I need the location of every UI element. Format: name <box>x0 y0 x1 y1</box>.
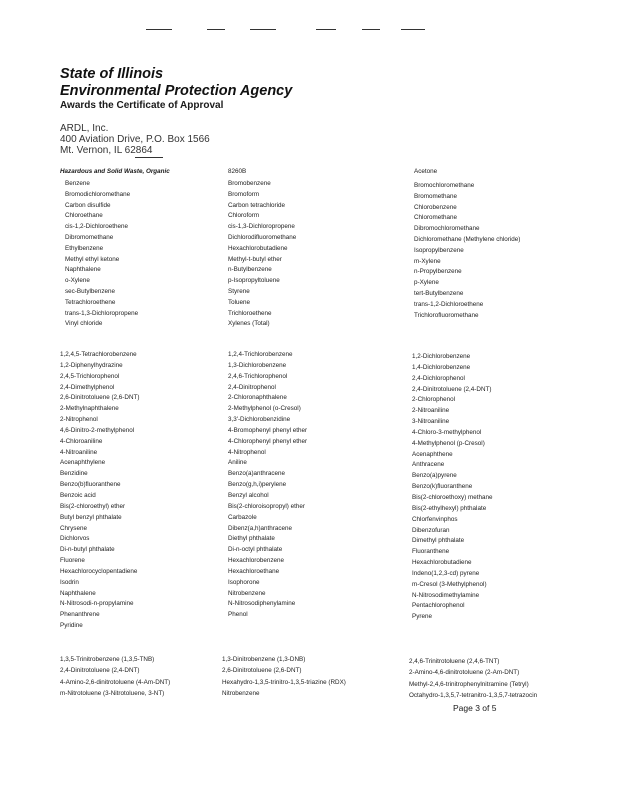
analyte: Carbazole <box>228 513 257 521</box>
analyte: Diethyl phthalate <box>228 535 275 543</box>
analyte: Dibenzofuran <box>412 526 450 534</box>
analyte: Methyl ethyl ketone <box>65 255 120 263</box>
analyte-column <box>414 181 520 321</box>
analyte: Hexachloroethane <box>228 567 280 575</box>
analyte: 1,2-Dichlorobenzene <box>412 353 471 360</box>
analyte: trans-1,2-Dichloroethene <box>414 300 484 308</box>
analyte: 4-Chlorophenyl phenyl ether <box>228 437 308 445</box>
page-title-state: State of Illinois <box>60 66 164 82</box>
analyte: Pentachlorophenol <box>412 602 465 610</box>
analyte: Isodrin <box>60 578 79 586</box>
analyte: m-Nitrotoluene (3-Nitrotoluene, 3-NT) <box>60 689 165 697</box>
analyte: Benzoic acid <box>60 491 96 499</box>
analyte: n-Propylbenzene <box>414 268 462 276</box>
analyte: Nitrobenzene <box>222 689 260 697</box>
analyte: 1,2,4-Trichlorobenzene <box>228 351 293 358</box>
analyte-column <box>412 352 493 623</box>
analyte: Tetrachloroethene <box>65 298 116 306</box>
analyte-column <box>60 654 170 699</box>
analyte: Dichloromethane (Methylene chloride) <box>414 235 521 243</box>
analyte: Naphthalene <box>65 266 101 274</box>
analyte-column <box>60 350 139 632</box>
analyte: Octahydro-1,3,5,7-tetranitro-1,3,5,7-tetrazocin <box>409 691 538 699</box>
analyte: Trichloroethene <box>228 309 272 317</box>
analyte: 4-Chloro-3-methylphenol <box>412 428 482 436</box>
analyte: Acenaphthene <box>412 450 453 458</box>
analyte: 4-Bromophenyl phenyl ether <box>228 426 308 434</box>
analyte-column <box>228 350 307 621</box>
analyte: 4-Nitroaniline <box>60 448 98 456</box>
analyte: Methyl-t-butyl ether <box>228 255 282 263</box>
analyte: Chloroform <box>228 212 260 220</box>
analyte: Dichlorodifluoromethane <box>228 233 297 241</box>
analyte: Bis(2-ethylhexyl) phthalate <box>412 504 487 512</box>
analyte: Bromobenzene <box>228 180 271 187</box>
analyte: sec-Butylbenzene <box>65 287 116 295</box>
analyte: Xylenes (Total) <box>228 320 270 328</box>
analyte: Trichlorofluoromethane <box>414 311 479 319</box>
first-analyte: Acetone <box>414 168 438 175</box>
analyte: 3,3'-Dichlorobenzidine <box>228 416 291 424</box>
analyte: 2-Nitroaniline <box>412 407 450 415</box>
analyte-column <box>409 656 537 701</box>
analyte: Pyrene <box>412 613 432 621</box>
analyte: Hexahydro-1,3,5-trinitro-1,3,5-triazine (RDX) <box>222 678 346 686</box>
analyte: Benzyl alcohol <box>228 491 269 499</box>
analyte: 4-Amino-2,6-dinitrotoluene (4-Am-DNT) <box>60 678 171 686</box>
top-scan-marks <box>0 29 618 33</box>
analyte: 4-Nitrophenol <box>228 448 266 456</box>
analyte: Chlorfenvinphos <box>412 515 458 523</box>
analyte: n-Butylbenzene <box>228 266 272 274</box>
analyte: Dibromochloromethane <box>414 225 480 233</box>
analyte: p-Isopropyltoluene <box>228 277 280 285</box>
analyte: 2-Nitrophenol <box>60 416 98 424</box>
analyte: 2-Amino-4,6-dinitrotoluene (2-Am-DNT) <box>409 669 520 677</box>
zip-underline <box>135 157 163 158</box>
analyte: Phenol <box>228 611 248 619</box>
analyte: Isophorone <box>228 578 260 586</box>
certificate-subtitle: Awards the Certificate of Approval <box>60 100 224 111</box>
analyte: Acenaphthylene <box>60 459 106 467</box>
lab-city: Mt. Vernon, IL 62864 <box>60 145 153 156</box>
analyte: Hexachlorobutadiene <box>228 244 288 252</box>
analyte: Di-n-butyl phthalate <box>60 546 115 554</box>
analyte: Pyridine <box>60 622 83 630</box>
analyte: Bromoform <box>228 190 260 198</box>
analyte: 2-Methylnaphthalene <box>60 405 119 413</box>
analyte: Benzo(b)fluoranthene <box>60 481 121 489</box>
analyte: 2,4,5-Trichlorophenol <box>60 372 120 380</box>
analyte-column <box>65 179 138 330</box>
analyte: p-Xylene <box>414 279 439 287</box>
analyte: Ethylbenzene <box>65 244 104 252</box>
analyte: Indeno(1,2,3-cd) pyrene <box>412 569 480 577</box>
analyte: Fluoranthene <box>412 548 450 556</box>
analyte: Butyl benzyl phthalate <box>60 513 122 521</box>
analyte: o-Xylene <box>65 277 90 285</box>
analyte: 2-Chlorophenol <box>412 396 456 404</box>
lab-name: ARDL, Inc. <box>60 123 109 134</box>
method-header: 8260B <box>228 168 247 175</box>
analyte: 4-Chloroaniline <box>60 437 103 445</box>
analyte: 1,2,4,5-Tetrachlorobenzene <box>60 351 137 358</box>
analyte: Nitrobenzene <box>228 589 266 597</box>
analyte: Chloromethane <box>414 214 458 222</box>
analyte: m-Xylene <box>414 257 441 265</box>
analyte: Methyl-2,4,6-trinitrophenylnitramine (Tetryl) <box>409 680 529 688</box>
analyte: Benzo(g,h,i)perylene <box>228 481 287 489</box>
analyte: m-Cresol (3-Methylphenol) <box>412 580 487 588</box>
analyte: 2,4-Dinitrotoluene (2,4-DNT) <box>412 385 492 393</box>
analyte: 2,4,6-Trinitrotoluene (2,4,6-TNT) <box>409 658 500 665</box>
analyte: 2,4-Dinitrotoluene (2,4-DNT) <box>60 667 140 675</box>
analyte: Chloroethane <box>65 212 103 220</box>
analyte: 1,2-Diphenylhydrazine <box>60 361 123 369</box>
analyte: Bromochloromethane <box>414 182 475 189</box>
matrix-header: Hazardous and Solid Waste, Organic <box>60 168 170 175</box>
analyte: Carbon disulfide <box>65 201 111 209</box>
analyte: cis-1,2-Dichloroethene <box>65 223 128 231</box>
analyte: 4,6-Dinitro-2-methylphenol <box>60 426 135 434</box>
analyte: 2,4-Dimethylphenol <box>60 383 115 391</box>
analyte: Anthracene <box>412 461 445 469</box>
analyte: Vinyl chloride <box>65 320 103 328</box>
analyte: Hexachlorobenzene <box>228 557 285 565</box>
analyte: 2,4-Dichlorophenol <box>412 374 465 382</box>
analyte: Fluorene <box>60 557 85 565</box>
analyte: Benzo(a)pyrene <box>412 472 457 480</box>
analyte: 1,3-Dichlorobenzene <box>228 361 287 369</box>
analyte: 1,3-Dinitrobenzene (1,3-DNB) <box>222 656 306 663</box>
analyte: Bis(2-chloroisopropyl) ether <box>228 502 305 510</box>
analyte: 2,6-Dinitrotoluene (2,6-DNT) <box>222 667 302 675</box>
analyte: N-Nitrosodi-n-propylamine <box>60 600 134 608</box>
analyte: N-Nitrosodiphenylamine <box>228 600 296 608</box>
analyte: trans-1,3-Dichloropropene <box>65 309 139 317</box>
analyte: Dibenz(a,h)anthracene <box>228 524 293 532</box>
analyte: 1,3,5-Trinitrobenzene (1,3,5-TNB) <box>60 656 155 663</box>
analyte: 2,4,6-Trichlorophenol <box>228 372 288 380</box>
analyte: Benzidine <box>60 470 88 478</box>
analyte: Benzo(a)anthracene <box>228 470 286 478</box>
analyte: Bis(2-chloroethyl) ether <box>60 502 126 510</box>
analyte-column <box>228 179 296 330</box>
page-title-agency: Environmental Protection Agency <box>60 83 293 99</box>
analyte: 4-Methylphenol (p-Cresol) <box>412 439 485 447</box>
analyte: 2-Chloronaphthalene <box>228 394 287 402</box>
analyte: Bromodichloromethane <box>65 190 131 198</box>
page-number: Page 3 of 5 <box>453 703 497 713</box>
analyte: tert-Butylbenzene <box>414 289 464 297</box>
analyte: Bis(2-chloroethoxy) methane <box>412 493 493 501</box>
analyte: Dichlorvos <box>60 535 90 543</box>
analyte: Naphthalene <box>60 589 96 597</box>
lab-street: 400 Aviation Drive, P.O. Box 1566 <box>60 134 210 145</box>
analyte: 3-Nitroaniline <box>412 418 450 426</box>
analyte: Isopropylbenzene <box>414 246 464 254</box>
analyte: 2-Methylphenol (o-Cresol) <box>228 405 301 413</box>
analyte: cis-1,3-Dichloropropene <box>228 223 295 231</box>
analyte: Toluene <box>228 298 251 306</box>
analyte: N-Nitrosodimethylamine <box>412 591 480 599</box>
analyte-column <box>222 654 346 699</box>
analyte: Hexachlorocyclopentadiene <box>60 567 138 575</box>
analyte: Bromomethane <box>414 192 458 200</box>
analyte: Aniline <box>228 459 247 467</box>
analyte: Dimethyl phthalate <box>412 537 465 545</box>
analyte: Hexachlorobutadiene <box>412 559 472 567</box>
analyte: 1,4-Dichlorobenzene <box>412 363 471 371</box>
analyte: Benzene <box>65 180 90 187</box>
analyte: Dibromomethane <box>65 233 114 241</box>
analyte: Chlorobenzene <box>414 203 457 211</box>
analyte: Benzo(k)fluoranthene <box>412 483 473 491</box>
analyte: Styrene <box>228 287 250 295</box>
analyte: Phenanthrene <box>60 611 100 619</box>
analyte: Di-n-octyl phthalate <box>228 546 283 554</box>
analyte: Chrysene <box>60 524 87 532</box>
analyte: 2,6-Dinitrotoluene (2,6-DNT) <box>60 394 140 402</box>
analyte: 2,4-Dinitrophenol <box>228 383 276 391</box>
analyte: Carbon tetrachloride <box>228 201 286 209</box>
